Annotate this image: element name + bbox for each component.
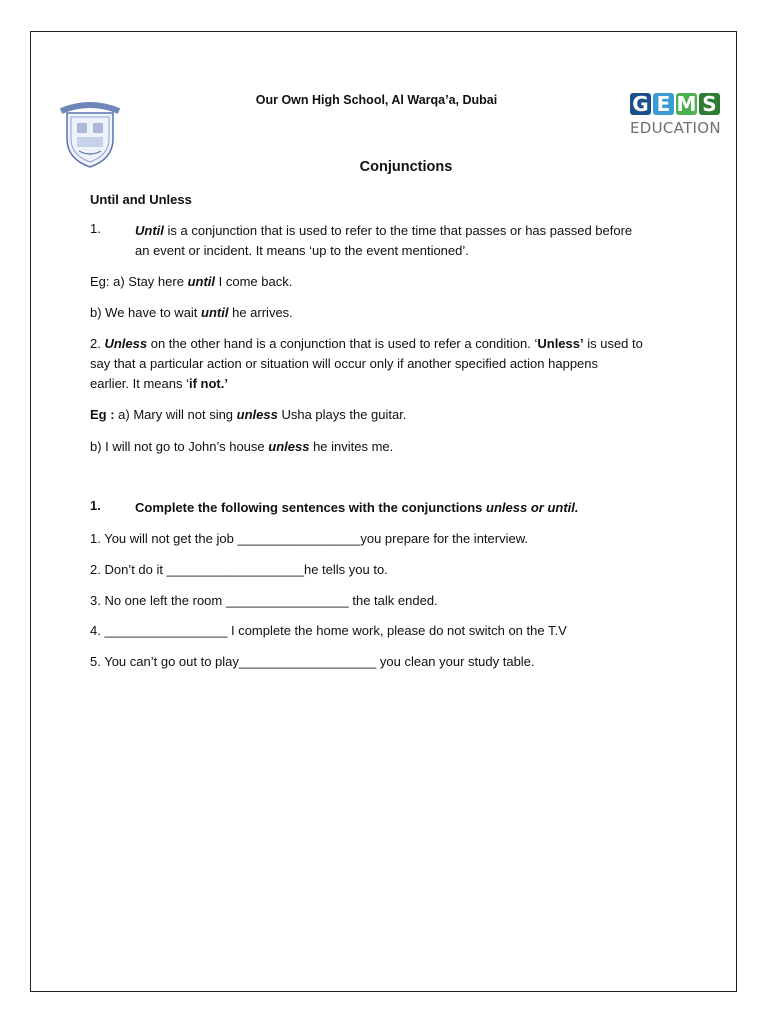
- keyword-if-not: if not.’: [189, 376, 228, 391]
- keyword-unless: Unless: [104, 336, 148, 351]
- gems-letter-s: S: [699, 93, 720, 115]
- example-3-prefix: Eg :: [90, 407, 119, 422]
- point-2-text-c: earlier. It means ‘: [90, 376, 189, 391]
- point-1-line-1: [135, 221, 632, 241]
- section-heading: Until and Unless: [90, 192, 192, 207]
- page-title: Conjunctions: [359, 159, 453, 175]
- exercise-instruction-italic: unless or until.: [486, 500, 579, 515]
- example-4: [90, 437, 393, 457]
- point-2-text-a: on the other hand is a conjunction that is used to refer a condition. ‘: [147, 336, 538, 351]
- example-1: [90, 272, 292, 292]
- exercise-instruction: [135, 498, 579, 518]
- exercise-instruction-text: Complete the following sentences with the conjunctions: [135, 500, 487, 515]
- point-2-line-2: say that a particular action or situation will occur only if another specified action happens: [90, 356, 599, 371]
- example-3-middle: a) Mary will not sing: [118, 407, 237, 422]
- exercise-number: 1.: [90, 498, 101, 513]
- point-1-text: is a conjunction that is used to refer to the time that passes or has passed before: [163, 223, 633, 238]
- point-2-line-1: [90, 334, 643, 354]
- example-3: [90, 405, 406, 425]
- example-2-suffix: he arrives.: [228, 305, 293, 320]
- example-1-suffix: I come back.: [215, 274, 293, 289]
- exercise-item-3: 3. No one left the room _________________ the talk ended.: [90, 593, 438, 608]
- point-2-line-3: [90, 374, 228, 394]
- exercise-item-4: 4. _________________ I complete the home work, please do not switch on the T.V: [90, 623, 567, 638]
- point-2-number: 2.: [90, 336, 105, 351]
- gems-letter-g: G: [630, 93, 651, 115]
- example-2-keyword: until: [201, 305, 229, 320]
- gems-letter-m: M: [676, 92, 697, 116]
- example-4-keyword: unless: [268, 439, 310, 454]
- gems-education-logo: [630, 93, 726, 141]
- gems-letter-e: E: [653, 93, 674, 115]
- example-3-suffix: Usha plays the guitar.: [277, 407, 407, 422]
- example-3-keyword: unless: [236, 407, 278, 422]
- example-1-keyword: until: [187, 274, 215, 289]
- point-2-text-b: is used to: [583, 336, 643, 351]
- point-1-line-2: an event or incident. It means ‘up to the event mentioned’.: [135, 243, 469, 258]
- school-name: Our Own High School, Al Warqa’a, Dubai: [255, 93, 498, 107]
- gems-education-label: EDUCATION: [630, 119, 721, 137]
- keyword-unless-quoted: Unless’: [537, 336, 584, 351]
- example-2-prefix: b) We have to wait: [90, 305, 202, 320]
- example-1-prefix: Eg: a) Stay here: [90, 274, 188, 289]
- exercise-item-2: 2. Don’t do it ___________________he tells you to.: [90, 562, 388, 577]
- example-4-suffix: he invites me.: [309, 439, 394, 454]
- example-4-prefix: b) I will not go to John’s house: [90, 439, 269, 454]
- exercise-item-5: 5. You can’t go out to play___________________ you clean your study table.: [90, 654, 535, 669]
- example-2: [90, 303, 293, 323]
- point-1-number: 1.: [90, 221, 101, 236]
- keyword-until: Until: [135, 223, 164, 238]
- exercise-item-1: 1. You will not get the job _________________you prepare for the interview.: [90, 531, 529, 546]
